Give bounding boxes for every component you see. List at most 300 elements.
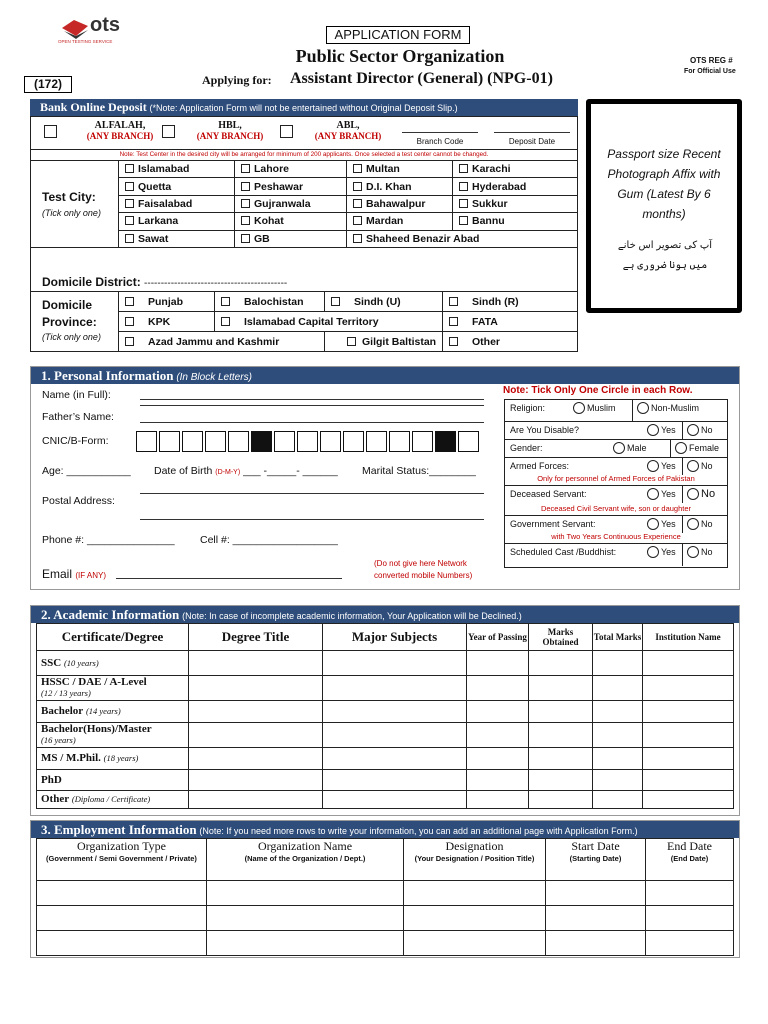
city-option[interactable]	[119, 230, 235, 247]
academic-cell[interactable]	[643, 791, 734, 809]
province-checkbox[interactable]	[449, 337, 458, 346]
bank-checkbox-alfalah[interactable]	[44, 125, 57, 138]
cnic-digit-box[interactable]	[297, 431, 318, 452]
employment-cell[interactable]	[207, 906, 404, 931]
province-option[interactable]	[119, 332, 325, 352]
applying-label: Applying for:	[202, 73, 272, 87]
academic-cell[interactable]	[643, 676, 734, 701]
option-b-label: No	[701, 461, 713, 471]
cnic-digit-box[interactable]	[458, 431, 479, 452]
bank-alfalah: ALFALAH,	[94, 120, 146, 131]
dob-format: (D-M-Y)	[215, 469, 241, 476]
academic-cell[interactable]	[189, 791, 323, 809]
employment-header	[646, 839, 734, 881]
academic-cell[interactable]	[323, 748, 467, 770]
employment-header-sub: (Starting Date)	[569, 854, 622, 863]
question-row	[505, 543, 727, 565]
option-a[interactable]	[647, 460, 676, 472]
employment-header-title: End Date	[667, 839, 712, 853]
city-option[interactable]	[453, 213, 578, 230]
city-option[interactable]	[347, 230, 578, 247]
province-option[interactable]	[215, 292, 325, 312]
city-checkbox[interactable]	[241, 216, 250, 225]
academic-level-years: (16 years)	[41, 735, 76, 745]
city-checkbox[interactable]	[353, 234, 362, 243]
radio-circle[interactable]	[687, 460, 699, 472]
option-a-label: Muslim	[587, 403, 616, 413]
academic-cell[interactable]	[643, 770, 734, 791]
province-name: Azad Jammu and Kashmir	[148, 335, 280, 348]
employment-bar	[31, 821, 739, 838]
employment-cell[interactable]	[646, 906, 734, 931]
province-option[interactable]	[119, 312, 215, 332]
academic-cell[interactable]	[467, 723, 529, 748]
cnic-digit-box[interactable]	[228, 431, 249, 452]
email-field[interactable]	[116, 578, 342, 579]
academic-cell[interactable]	[529, 770, 593, 791]
option-b[interactable]	[687, 518, 713, 530]
academic-cell[interactable]	[467, 651, 529, 676]
city-name: Quetta	[138, 180, 172, 193]
branch-code-field[interactable]	[402, 132, 478, 133]
city-name: Kohat	[254, 215, 284, 228]
province-option[interactable]	[443, 332, 578, 352]
employment-header	[37, 839, 207, 881]
academic-level	[37, 676, 189, 701]
city-option[interactable]	[235, 230, 347, 247]
test-city-table	[118, 160, 578, 248]
cnic-dash-box	[251, 431, 272, 452]
bank-checkbox-abl[interactable]	[280, 125, 293, 138]
option-a-label: Yes	[661, 547, 676, 557]
radio-circle[interactable]	[687, 424, 699, 436]
academic-row	[37, 770, 734, 791]
radio-circle[interactable]	[647, 460, 659, 472]
employment-cell[interactable]	[404, 881, 546, 906]
cnic-digit-box[interactable]	[205, 431, 226, 452]
city-checkbox[interactable]	[241, 164, 250, 173]
question-subnote: with Two Years Continuous Experience	[551, 532, 681, 541]
bank-checkbox-hbl[interactable]	[162, 125, 175, 138]
employment-cell[interactable]	[404, 931, 546, 956]
province-option[interactable]	[325, 332, 443, 352]
academic-cell[interactable]	[323, 651, 467, 676]
employment-cell[interactable]	[546, 906, 646, 931]
org-name: Public Sector Organization	[295, 46, 505, 66]
academic-cell[interactable]	[593, 748, 643, 770]
academic-cell[interactable]	[467, 676, 529, 701]
academic-cell[interactable]	[189, 701, 323, 723]
city-option[interactable]	[347, 195, 453, 212]
marital-label[interactable]: Marital Status:________	[362, 465, 476, 477]
academic-cell[interactable]	[323, 676, 467, 701]
employment-cell[interactable]	[37, 881, 207, 906]
option-a[interactable]	[573, 402, 616, 414]
question-subnote: Deceased Civil Servant wife, son or daughter	[540, 504, 692, 513]
network-note-2: converted mobile Numbers)	[374, 571, 473, 580]
cell-label[interactable]: Cell #: __________________	[200, 534, 338, 546]
academic-level-name: PhD	[41, 773, 62, 786]
dob-label[interactable]	[154, 465, 338, 477]
city-option[interactable]	[453, 195, 578, 212]
academic-header: Year of Passing	[467, 624, 529, 651]
academic-level-name: HSSC / DAE / A-Level	[41, 676, 147, 688]
city-name: Multan	[366, 163, 400, 176]
academic-row	[37, 791, 734, 809]
deposit-date-label: Deposit Date	[508, 137, 556, 146]
academic-cell[interactable]	[593, 791, 643, 809]
city-checkbox[interactable]	[241, 234, 250, 243]
employment-cell[interactable]	[546, 881, 646, 906]
option-b-label: No	[701, 425, 713, 435]
academic-cell[interactable]	[189, 723, 323, 748]
employment-row[interactable]	[37, 906, 734, 931]
city-name: Peshawar	[254, 180, 304, 193]
phone-label[interactable]: Phone #: _______________	[42, 534, 175, 546]
name-field[interactable]	[140, 399, 484, 400]
employment-header-sub: (Government / Semi Government / Private)	[46, 854, 197, 863]
personal-bar	[31, 367, 739, 384]
academic-level-name: Other	[41, 793, 70, 805]
form-title	[326, 26, 470, 44]
option-divider	[682, 422, 683, 440]
city-name: Gujranwala	[254, 197, 311, 210]
city-option[interactable]	[119, 195, 235, 212]
radio-circle[interactable]	[647, 518, 659, 530]
city-option[interactable]	[235, 195, 347, 212]
academic-cell[interactable]	[189, 748, 323, 770]
option-a[interactable]	[647, 546, 676, 558]
academic-cell[interactable]	[467, 748, 529, 770]
city-name: GB	[254, 232, 270, 245]
option-b[interactable]	[687, 488, 715, 500]
academic-cell[interactable]	[189, 651, 323, 676]
cnic-digit-box[interactable]	[366, 431, 387, 452]
employment-cell[interactable]	[37, 931, 207, 956]
academic-cell[interactable]	[643, 723, 734, 748]
academic-cell[interactable]	[323, 770, 467, 791]
logo-text: ots	[90, 14, 120, 36]
city-option[interactable]	[453, 161, 578, 178]
ots-reg: OTS REG #	[690, 56, 733, 65]
employment-header	[207, 839, 404, 881]
option-b[interactable]	[687, 546, 713, 558]
employment-header-sub: (End Date)	[670, 854, 709, 863]
academic-cell[interactable]	[467, 770, 529, 791]
employment-header-title: Designation	[445, 839, 504, 853]
city-option[interactable]	[235, 213, 347, 230]
photo-box[interactable]	[586, 99, 742, 313]
academic-cell[interactable]	[323, 723, 467, 748]
photo-urdu-2: میں ہونا ضروری ہے	[622, 260, 708, 271]
ots-logo-icon	[60, 16, 90, 40]
academic-header: Total Marks	[593, 624, 643, 651]
question-label: Armed Forces:	[510, 461, 570, 471]
city-checkbox[interactable]	[125, 216, 134, 225]
official-use: For Official Use	[684, 68, 736, 75]
cnic-digit-box[interactable]	[159, 431, 180, 452]
option-a[interactable]	[647, 488, 676, 500]
academic-level-years: (12 / 13 years)	[41, 688, 91, 698]
test-city-label: Test City:	[42, 190, 96, 204]
cnic-digit-box[interactable]	[412, 431, 433, 452]
question-subnote: Only for personnel of Armed Forces of Pakistan	[537, 474, 695, 483]
option-a[interactable]	[647, 424, 676, 436]
city-checkbox[interactable]	[459, 216, 468, 225]
age-label[interactable]: Age: ___________	[42, 465, 131, 477]
city-name: Larkana	[138, 215, 179, 228]
academic-cell[interactable]	[323, 701, 467, 723]
province-checkbox[interactable]	[221, 317, 230, 326]
deposit-date-field[interactable]	[494, 132, 570, 133]
network-note-1: (Do not give here Network	[374, 559, 467, 568]
radio-circle[interactable]	[613, 442, 625, 454]
academic-cell[interactable]	[643, 748, 734, 770]
academic-bar	[31, 606, 739, 623]
question-label: Religion:	[510, 403, 546, 413]
question-row	[505, 515, 727, 543]
academic-header: Marks Obtained	[529, 624, 593, 651]
name-field-2[interactable]	[140, 405, 484, 406]
city-checkbox[interactable]	[459, 164, 468, 173]
post-code-text: (172)	[33, 77, 62, 91]
employment-cell[interactable]	[646, 931, 734, 956]
city-checkbox[interactable]	[241, 199, 250, 208]
tick-note: Note: Tick Only One Circle in each Row.	[503, 385, 693, 396]
father-field[interactable]	[140, 422, 484, 423]
city-checkbox[interactable]	[353, 216, 362, 225]
option-b[interactable]	[687, 424, 713, 436]
radio-circle[interactable]	[647, 424, 659, 436]
option-b[interactable]	[687, 460, 713, 472]
academic-level	[37, 791, 189, 809]
city-option[interactable]	[119, 161, 235, 178]
city-name: D.I. Khan	[366, 180, 412, 193]
city-option[interactable]	[347, 178, 453, 195]
cnic-digit-box[interactable]	[343, 431, 364, 452]
city-checkbox[interactable]	[353, 199, 362, 208]
province-option[interactable]	[325, 292, 443, 312]
cnic-digit-box[interactable]	[182, 431, 203, 452]
employment-header-title: Organization Name	[257, 839, 353, 853]
province-label-1: Domicile	[42, 298, 93, 312]
postal-field-1[interactable]	[140, 493, 484, 494]
radio-circle[interactable]	[687, 488, 699, 500]
academic-row	[37, 723, 734, 748]
form-title-text: APPLICATION FORM	[334, 27, 462, 42]
radio-circle[interactable]	[675, 442, 687, 454]
bank-options	[30, 116, 578, 150]
option-b-label: Non-Muslim	[651, 403, 700, 413]
academic-cell[interactable]	[593, 701, 643, 723]
province-name: Sindh (R)	[472, 295, 519, 308]
question-label: Gender:	[510, 443, 543, 453]
cnic-digit-box[interactable]	[389, 431, 410, 452]
city-option[interactable]	[347, 161, 453, 178]
academic-level-years: (Diploma / Certificate)	[71, 794, 151, 804]
employment-cell[interactable]	[646, 881, 734, 906]
employment-header-sub: (Name of the Organization / Dept.)	[244, 854, 366, 863]
option-b[interactable]	[675, 442, 719, 454]
option-b-label: No	[701, 547, 713, 557]
option-divider	[682, 544, 683, 566]
test-city-hint	[42, 208, 101, 218]
academic-cell[interactable]	[529, 791, 593, 809]
academic-cell[interactable]	[467, 701, 529, 723]
ots-logo	[58, 14, 144, 48]
province-name: Islamabad Capital Territory	[244, 315, 379, 328]
academic-cell[interactable]	[189, 770, 323, 791]
academic-cell[interactable]	[643, 701, 734, 723]
province-option[interactable]	[215, 312, 443, 332]
academic-header: Major Subjects	[323, 624, 467, 651]
option-divider	[632, 400, 633, 421]
province-name: Other	[472, 335, 501, 348]
academic-cell[interactable]	[593, 723, 643, 748]
province-checkbox[interactable]	[449, 297, 458, 306]
option-a-label: Male	[627, 443, 647, 453]
city-option[interactable]	[347, 213, 453, 230]
domicile-district-field[interactable]: -------------------------------------------	[144, 278, 288, 289]
option-a[interactable]	[613, 442, 647, 454]
personal-subtitle: (In Block Letters)	[176, 372, 252, 383]
city-option[interactable]	[235, 178, 347, 195]
academic-header: Degree Title	[189, 624, 323, 651]
cnic-boxes[interactable]	[136, 431, 486, 453]
post-title: Assistant Director (General) (NPG-01)	[290, 70, 553, 87]
academic-cell[interactable]	[593, 651, 643, 676]
city-checkbox[interactable]	[125, 164, 134, 173]
province-hint: (Tick only one)	[42, 332, 101, 342]
academic-cell[interactable]	[593, 770, 643, 791]
domicile-district-label[interactable]	[42, 275, 287, 289]
question-row	[505, 457, 727, 485]
city-checkbox[interactable]	[241, 182, 250, 191]
city-name: Islamabad	[138, 163, 190, 176]
employment-cell[interactable]	[546, 931, 646, 956]
option-a[interactable]	[647, 518, 676, 530]
postal-field-2[interactable]	[140, 519, 484, 520]
employment-table	[36, 838, 734, 956]
academic-cell[interactable]	[529, 651, 593, 676]
employment-cell[interactable]	[207, 881, 404, 906]
postal-label: Postal Address:	[42, 495, 115, 507]
city-name: Hyderabad	[472, 180, 527, 193]
academic-cell[interactable]	[529, 676, 593, 701]
employment-cell[interactable]	[207, 931, 404, 956]
province-checkbox[interactable]	[449, 317, 458, 326]
city-checkbox[interactable]	[125, 199, 134, 208]
city-name: Bahawalpur	[366, 197, 426, 210]
city-checkbox[interactable]	[459, 182, 468, 191]
province-option[interactable]	[443, 312, 578, 332]
academic-cell[interactable]	[529, 701, 593, 723]
academic-table	[36, 623, 734, 809]
academic-cell[interactable]	[529, 748, 593, 770]
question-label: Scheduled Cast /Buddhist:	[510, 547, 617, 557]
academic-cell[interactable]	[189, 676, 323, 701]
city-checkbox[interactable]	[125, 182, 134, 191]
province-option[interactable]	[119, 292, 215, 312]
dob-field[interactable]: ___ -_____- ______	[243, 465, 338, 477]
option-divider	[682, 516, 683, 533]
radio-circle[interactable]	[687, 518, 699, 530]
option-a-label: Yes	[661, 489, 676, 499]
province-name: KPK	[148, 315, 171, 328]
city-name: Mardan	[366, 215, 404, 228]
employment-header-title: Start Date	[571, 839, 620, 853]
city-checkbox[interactable]	[125, 234, 134, 243]
city-checkbox[interactable]	[353, 182, 362, 191]
city-checkbox[interactable]	[353, 164, 362, 173]
province-checkbox[interactable]	[221, 297, 230, 306]
academic-cell[interactable]	[529, 723, 593, 748]
academic-cell[interactable]	[593, 676, 643, 701]
employment-cell[interactable]	[404, 906, 546, 931]
academic-header: Institution Name	[643, 624, 734, 651]
option-a-label: Yes	[661, 461, 676, 471]
city-option[interactable]	[235, 161, 347, 178]
city-checkbox[interactable]	[459, 199, 468, 208]
province-option[interactable]	[443, 292, 578, 312]
email-label[interactable]	[42, 567, 106, 581]
province-checkbox[interactable]	[331, 297, 340, 306]
province-checkbox[interactable]	[125, 337, 134, 346]
city-option[interactable]	[119, 178, 235, 195]
employment-note: (Note: If you need more rows to write your information, you can add an additional page with Application Form.)	[199, 826, 638, 836]
province-checkbox[interactable]	[125, 317, 134, 326]
academic-note: (Note: In case of incomplete academic information, Your Application will be Declined.)	[182, 611, 522, 621]
province-name: Balochistan	[244, 295, 304, 308]
province-checkbox[interactable]	[125, 297, 134, 306]
employment-header-sub: (Your Designation / Position Title)	[414, 854, 535, 863]
city-name: Shaheed Benazir Abad	[366, 232, 480, 245]
cnic-digit-box[interactable]	[274, 431, 295, 452]
province-name: Punjab	[148, 295, 184, 308]
city-option[interactable]	[119, 213, 235, 230]
option-b[interactable]	[637, 402, 699, 414]
city-name: Bannu	[472, 215, 505, 228]
employment-row[interactable]	[37, 931, 734, 956]
academic-cell[interactable]	[467, 791, 529, 809]
academic-cell[interactable]	[643, 651, 734, 676]
academic-cell[interactable]	[323, 791, 467, 809]
post-code	[24, 76, 72, 93]
academic-header: Certificate/Degree	[37, 624, 189, 651]
radio-circle[interactable]	[573, 402, 585, 414]
employment-title: 3. Employment Information	[41, 822, 197, 837]
question-label: Are You Disable?	[510, 425, 580, 435]
personal-title: 1. Personal Information	[41, 368, 174, 383]
academic-row	[37, 701, 734, 723]
radio-circle[interactable]	[647, 488, 659, 500]
question-label: Deceased Servant:	[510, 489, 587, 499]
option-a-label: Yes	[661, 519, 676, 529]
radio-circle[interactable]	[647, 546, 659, 558]
bank-title: Bank Online Deposit	[40, 100, 147, 114]
cnic-digit-box[interactable]	[136, 431, 157, 452]
option-b-label: No	[701, 519, 713, 529]
city-name: Sukkur	[472, 197, 508, 210]
employment-row[interactable]	[37, 881, 734, 906]
employment-cell[interactable]	[37, 906, 207, 931]
academic-level	[37, 748, 189, 770]
province-checkbox[interactable]	[347, 337, 356, 346]
radio-circle[interactable]	[637, 402, 649, 414]
radio-circle[interactable]	[687, 546, 699, 558]
city-option[interactable]	[453, 178, 578, 195]
cnic-digit-box[interactable]	[320, 431, 341, 452]
